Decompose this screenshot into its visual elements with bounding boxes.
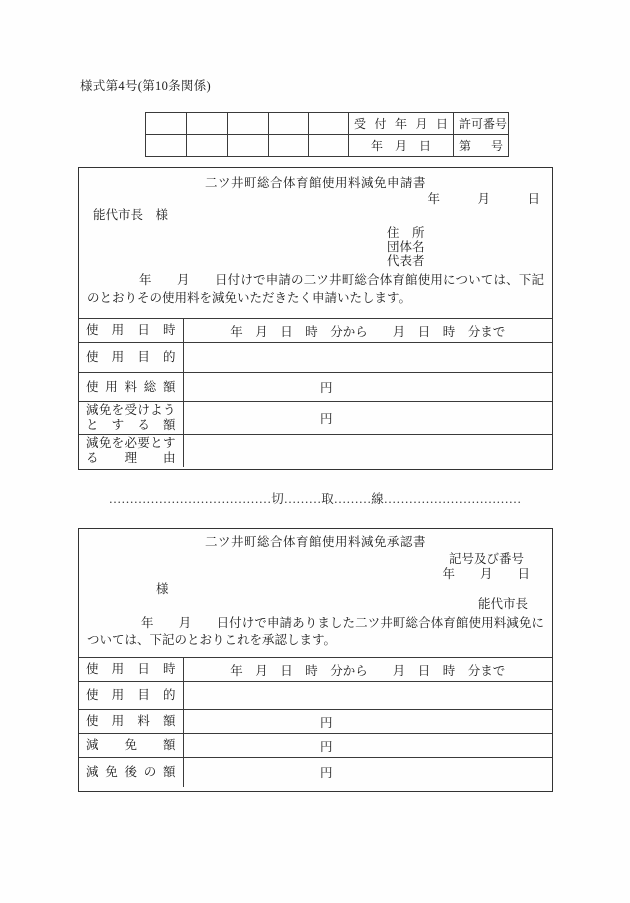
representative-label: 代表者 [387, 254, 425, 268]
stamp-blank-cell [228, 113, 269, 135]
application-date-line: 年 月 日 [427, 192, 540, 206]
stamp-header-row [146, 113, 509, 135]
field-value-exemption-reason [183, 435, 552, 468]
field-value-usage-purpose [183, 343, 552, 373]
permit-number-header: 許可番号 [454, 113, 509, 135]
stamp-blank-cell [309, 135, 349, 157]
address-label: 住 所 [387, 226, 425, 240]
application-table [79, 318, 552, 467]
field-label-amount-after-exemption: 減免後の額 [79, 758, 183, 787]
application-header [79, 168, 552, 318]
stamp-blank-cell [146, 113, 187, 135]
field-label-exemption-amount: 減免額 [79, 734, 183, 758]
stamp-blank-cell [228, 135, 269, 157]
table-row [79, 435, 552, 468]
application-body-text: 年 月 日付けで申請の二ツ井町総合体育館使用については、下記のとおりその使用料を減免いただきたく申請いたします。 [87, 273, 544, 305]
field-label-total-fee: 使用料総額 [79, 373, 183, 402]
table-row [79, 319, 552, 343]
stamp-blank-cell [187, 135, 228, 157]
permit-number-value: 第 号 [454, 135, 509, 157]
field-label-usage-datetime: 使用日時 [79, 658, 183, 682]
cut-line: …………………………………切………取………線…………………………… [108, 492, 522, 506]
approval-addressee: 様 [156, 582, 169, 596]
field-value-usage-datetime: 年 月 日 時 分から 月 日 時 分まで [183, 658, 552, 682]
stamp-blank-cell [269, 113, 309, 135]
table-row [79, 758, 552, 787]
approval-title: 二ツ井町総合体育館使用料減免承認書 [204, 535, 426, 549]
approval-code-label: 記号及び番号 [448, 552, 524, 566]
approval-table [79, 657, 552, 787]
approval-form [78, 528, 553, 792]
approval-header [79, 529, 552, 657]
field-value-usage-fee: 円 [183, 710, 552, 734]
table-row [79, 343, 552, 373]
stamp-blank-cell [187, 113, 228, 135]
approval-body-text: 年 月 日付けで申請ありました二ツ井町総合体育館使用料減免については、下記のとおりこれを承認します。 [87, 616, 544, 647]
application-addressee: 能代市長 様 [93, 208, 169, 222]
field-value-usage-purpose [183, 682, 552, 710]
field-label-usage-purpose: 使用目的 [79, 682, 183, 710]
table-row [79, 734, 552, 758]
approval-issuer: 能代市長 [477, 597, 528, 611]
approval-date-line: 年 月 日 [442, 567, 530, 581]
field-value-amount-after-exemption: 円 [183, 758, 552, 787]
field-value-usage-datetime: 年 月 日 時 分から 月 日 時 分まで [183, 319, 552, 343]
receipt-stamp-table [145, 112, 509, 157]
applicant-signature-block [387, 226, 552, 268]
group-name-label: 団体名 [387, 240, 425, 254]
stamp-blank-cell [269, 135, 309, 157]
field-label-usage-datetime: 使用日時 [79, 319, 183, 343]
table-row [79, 402, 552, 435]
field-label-exemption-reason: 減免を必要とする理由 [79, 435, 183, 468]
field-value-exemption-requested: 円 [183, 402, 552, 435]
table-row [79, 710, 552, 734]
receipt-date-header: 受付年月日 [349, 113, 454, 135]
field-value-total-fee: 円 [183, 373, 552, 402]
stamp-blank-cell [309, 113, 349, 135]
field-label-exemption-requested: 減免を受けようとする額 [79, 402, 183, 435]
application-form [78, 167, 553, 470]
receipt-date-value: 年 月 日 [349, 135, 454, 157]
field-label-usage-purpose: 使用目的 [79, 343, 183, 373]
table-row [79, 682, 552, 710]
form-number-label: 様式第4号(第10条関係) [80, 79, 211, 93]
field-label-usage-fee: 使用料額 [79, 710, 183, 734]
stamp-value-row [146, 135, 509, 157]
application-title: 二ツ井町総合体育館使用料減免申請書 [204, 176, 426, 190]
field-value-exemption-amount: 円 [183, 734, 552, 758]
table-row [79, 658, 552, 682]
stamp-blank-cell [146, 135, 187, 157]
table-row [79, 373, 552, 402]
